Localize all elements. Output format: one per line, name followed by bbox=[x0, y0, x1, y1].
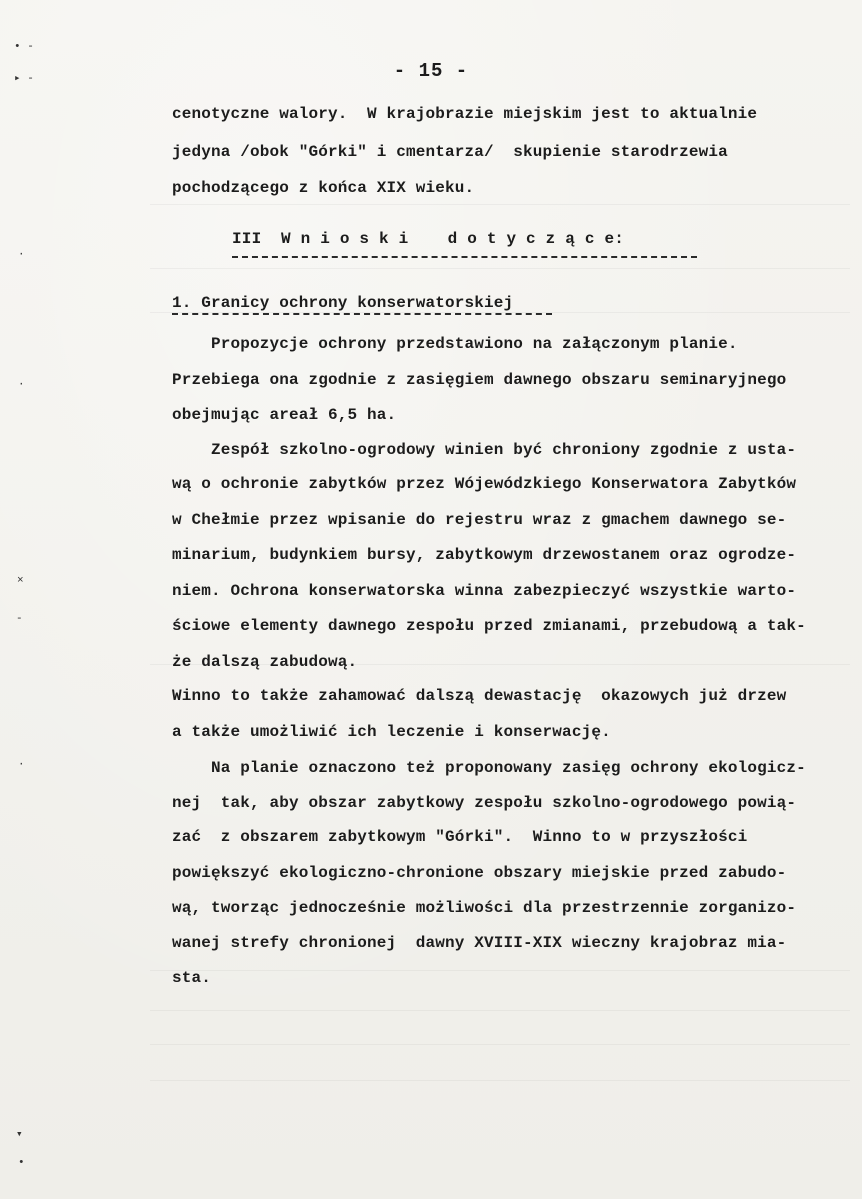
text-line: obejmując areał 6,5 ha. bbox=[172, 406, 397, 424]
bleed-through bbox=[150, 204, 850, 205]
text-line: że dalszą zabudową. bbox=[172, 653, 358, 671]
text-line: Na planie oznaczono też proponowany zasięg ochrony ekologicz- bbox=[172, 759, 806, 777]
text-line: w Chełmie przez wpisanie do rejestru wraz z gmachem dawnego se- bbox=[172, 511, 787, 529]
section-heading: III W n i o s k i d o t y c z ą c e: bbox=[232, 230, 625, 248]
text-line: wanej strefy chronionej dawny XVIII-XIX wieczny krajobraz mia- bbox=[172, 934, 787, 952]
text-line: Winno to także zahamować dalszą dewastację okazowych już drzew bbox=[172, 687, 787, 705]
text-line: cenotyczne walory. W krajobrazie miejskim jest to aktualnie bbox=[172, 105, 758, 123]
text-line: niem. Ochrona konserwatorska winna zabezpieczyć wszystkie warto- bbox=[172, 582, 797, 600]
page-number: - 15 - bbox=[393, 60, 469, 82]
bleed-through bbox=[150, 1044, 850, 1045]
margin-mark: × bbox=[17, 575, 24, 587]
margin-mark: · bbox=[18, 759, 25, 771]
text-line: Zespół szkolno-ogrodowy winien być chroniony zgodnie z usta- bbox=[172, 441, 797, 459]
margin-mark: • - bbox=[14, 41, 34, 53]
text-line: pochodzącego z końca XIX wieku. bbox=[172, 179, 475, 197]
text-line: minarium, budynkiem bursy, zabytkowym drzewostanem oraz ogrodze- bbox=[172, 546, 797, 564]
bleed-through bbox=[150, 970, 850, 971]
subheading-underline bbox=[172, 313, 552, 315]
text-line: ściowe elementy dawnego zespołu przed zmianami, przebudową a tak- bbox=[172, 617, 806, 635]
text-line: zać z obszarem zabytkowym "Górki". Winno to w przyszłości bbox=[172, 828, 748, 846]
text-line: wą, tworząc jednocześnie możliwości dla przestrzennie zorganizo- bbox=[172, 899, 797, 917]
margin-mark: ▸ - bbox=[14, 73, 34, 85]
section-heading-underline bbox=[232, 256, 697, 258]
margin-mark: · bbox=[18, 379, 25, 391]
margin-mark: - bbox=[16, 613, 23, 625]
text-line: Propozycje ochrony przedstawiono na załączonym planie. bbox=[172, 335, 738, 353]
bleed-through bbox=[150, 1010, 850, 1011]
text-line: a także umożliwić ich leczenie i konserwację. bbox=[172, 723, 611, 741]
bleed-through bbox=[150, 1080, 850, 1081]
text-line: nej tak, aby obszar zabytkowy zespołu szkolno-ogrodowego powią- bbox=[172, 794, 797, 812]
text-line: wą o ochronie zabytków przez Wójewódzkiego Konserwatora Zabytków bbox=[172, 475, 797, 493]
text-line: Przebiega ona zgodnie z zasięgiem dawnego obszaru seminaryjnego bbox=[172, 371, 787, 389]
margin-mark: • bbox=[18, 1157, 25, 1169]
margin-mark: · bbox=[18, 249, 25, 261]
text-line: jedyna /obok "Górki" i cmentarza/ skupienie starodrzewia bbox=[172, 143, 728, 161]
subheading: 1. Granicy ochrony konserwatorskiej bbox=[172, 294, 514, 312]
bleed-through bbox=[150, 268, 850, 269]
text-line: sta. bbox=[172, 969, 212, 987]
margin-mark: ▾ bbox=[16, 1129, 23, 1141]
text-line: powiększyć ekologiczno-chronione obszary miejskie przed zabudo- bbox=[172, 864, 787, 882]
